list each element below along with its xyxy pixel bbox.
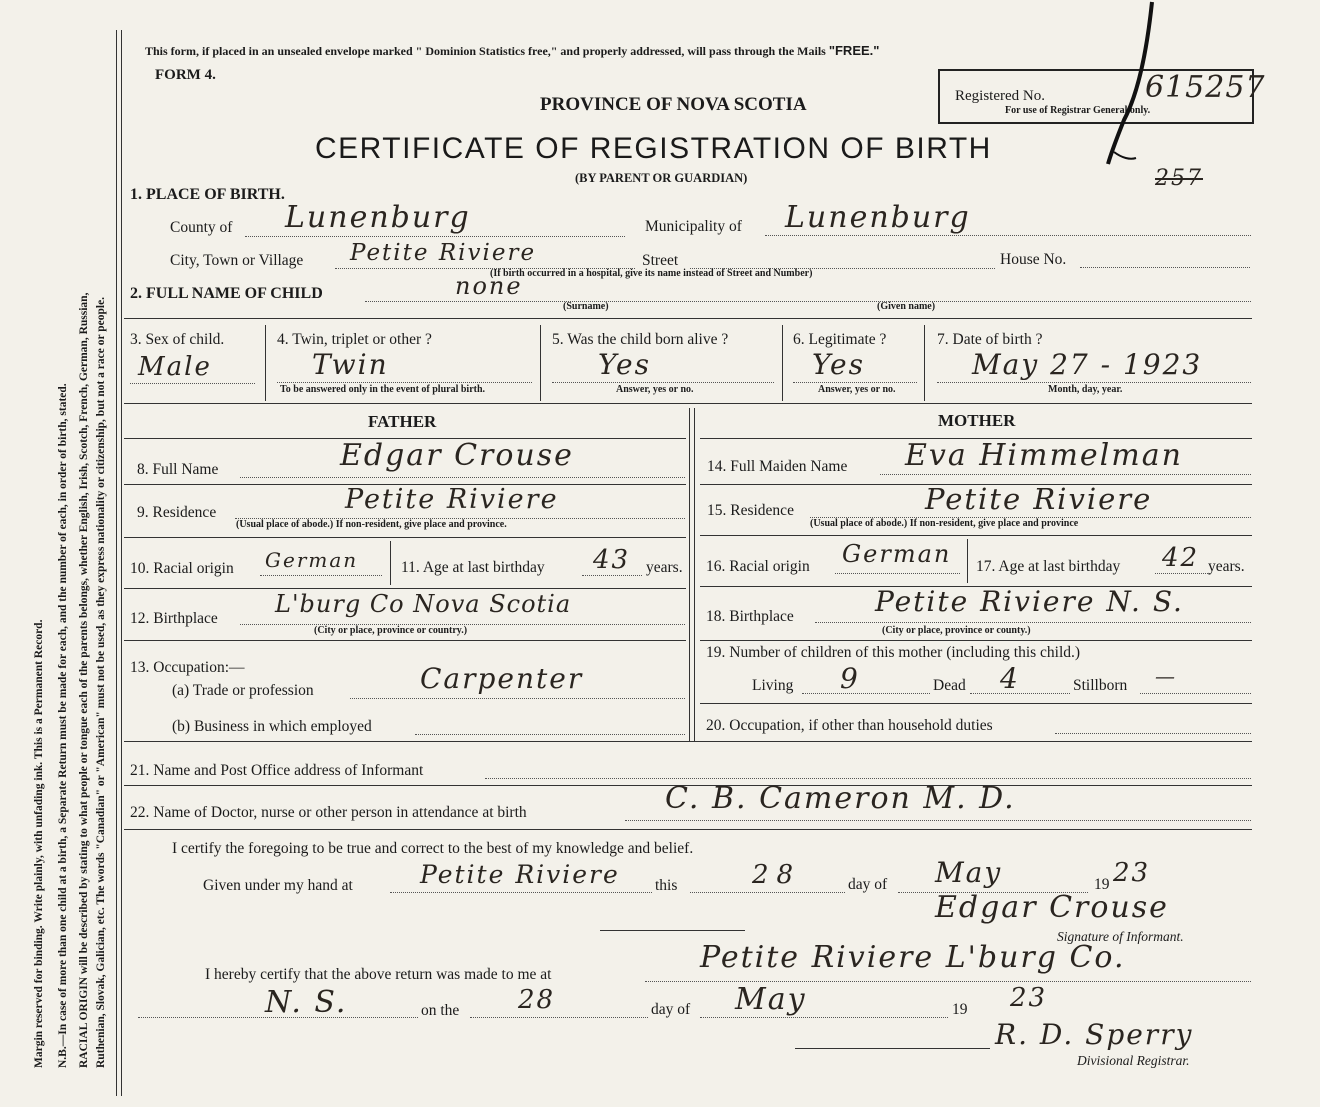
doctor-value: C. B. Cameron M. D. (665, 781, 1016, 816)
signature-line-informant (600, 930, 745, 931)
mother-racial-age-divider (967, 539, 968, 583)
father-trade-line (350, 698, 685, 699)
registrar-place-value: Petite Riviere L'burg Co. (700, 940, 1126, 975)
father-business-line (415, 734, 685, 735)
mother-heading: MOTHER (938, 411, 1016, 430)
given-day-value: 28 (752, 860, 802, 890)
binding-line-outer (116, 30, 117, 1096)
rule-above-informant (124, 741, 1252, 742)
father-name-value: Edgar Crouse (340, 438, 574, 473)
registered-no-value: 615257 (1145, 70, 1266, 105)
sex-label: 3. Sex of child. (130, 331, 225, 348)
county-line (245, 236, 625, 237)
father-racial-line (260, 575, 382, 576)
registrar-onthe-label: on the (421, 1002, 460, 1019)
twin-label: 4. Twin, triplet or other ? (277, 331, 432, 348)
divider-5-6 (782, 325, 783, 401)
mother-birthplace-note: (City or place, province or county.) (882, 625, 1031, 636)
registrar-text: I hereby certify that the above return was made to me at (205, 966, 552, 983)
registered-extra-number: 257 (1155, 166, 1203, 191)
mother-birthplace-line (815, 622, 1251, 623)
mother-occupation-label: 20. Occupation, if other than household duties (706, 717, 993, 734)
binding-line-inner (121, 30, 122, 1096)
mother-stillborn-label: Stillborn (1073, 677, 1128, 694)
mother-living-label: Living (752, 677, 794, 694)
legitimate-value: Yes (812, 348, 865, 381)
born-alive-label: 5. Was the child born alive ? (552, 331, 729, 348)
parents-divider-left (689, 408, 690, 741)
mother-residence-note: (Usual place of abode.) If non-resident, give place and province (810, 518, 1079, 529)
registrar-year-value: 23 (1010, 983, 1048, 1013)
mother-living-value: 9 (840, 662, 860, 695)
father-rule-3 (124, 537, 686, 538)
doctor-label: 22. Name of Doctor, nurse or other person in attendance at birth (130, 804, 527, 821)
father-residence-note: (Usual place of abode.) If non-resident, give place and province. (236, 519, 507, 530)
registered-no-note: For use of Registrar General only. (1005, 105, 1151, 116)
mother-age-line (1155, 573, 1210, 574)
father-residence-label: 9. Residence (137, 504, 217, 521)
given-place-line (390, 892, 652, 893)
county-label: County of (170, 219, 233, 236)
father-birthplace-note: (City or place, province or country.) (314, 625, 468, 636)
registrar-month-line (700, 1017, 948, 1018)
registrar-year-prefix: 19 (952, 1001, 968, 1018)
rule-above-certify (124, 829, 1252, 830)
given-name-note: (Given name) (877, 301, 936, 312)
municipality-value: Lunenburg (785, 200, 971, 235)
given-label: Given under my hand at (203, 877, 353, 894)
child-name-line (365, 301, 1251, 302)
dob-note: Month, day, year. (1048, 384, 1123, 395)
given-place-value: Petite Riviere (420, 860, 620, 889)
surname-note: (Surname) (563, 301, 609, 312)
margin-note-binding: Margin reserved for binding. Write plainly, with unfading ink. This is a Permanent Record. (33, 619, 45, 1068)
certify-text: I certify the foregoing to be true and correct to the best of my knowledge and belief. (172, 840, 694, 857)
mother-name-label: 14. Full Maiden Name (707, 458, 848, 475)
signature-line-registrar (795, 1048, 990, 1049)
mother-living-line (802, 693, 930, 694)
city-label: City, Town or Village (170, 252, 304, 269)
mother-stillborn-line (1140, 693, 1251, 694)
father-occupation-label: 13. Occupation:— (130, 659, 245, 676)
twin-value: Twin (312, 348, 389, 381)
twin-line (277, 382, 532, 383)
mother-dead-label: Dead (933, 677, 966, 694)
mother-name-value: Eva Himmelman (905, 438, 1183, 473)
divider-3-4 (265, 325, 266, 401)
province-heading: PROVINCE OF NOVA SCOTIA (540, 94, 807, 115)
mother-occupation-line (1055, 733, 1251, 734)
dob-line (937, 382, 1251, 383)
mother-racial-label: 16. Racial origin (706, 558, 810, 575)
mother-rule-5 (700, 640, 1252, 641)
twin-note: To be answered only in the event of plural birth. (280, 384, 486, 395)
given-year-value: 23 (1113, 858, 1151, 888)
mother-name-line (880, 474, 1251, 475)
parents-divider-right (694, 408, 695, 741)
mail-note: This form, if placed in an unsealed envelope marked " Dominion Statistics free," and properly addressed, will pass through the Mails "FREE." (145, 43, 880, 58)
mother-dead-value: 4 (1000, 662, 1020, 695)
legitimate-label: 6. Legitimate ? (793, 331, 887, 348)
father-rule-5 (124, 640, 686, 641)
divider-4-5 (540, 325, 541, 401)
registrar-place-value-2: N. S. (265, 985, 348, 1020)
margin-note-multiple-births: N.B.—In case of more than one child at a birth, a Separate Return must be made for each, and the number of each, in order of birth, stated. (57, 383, 69, 1068)
county-value: Lunenburg (285, 200, 471, 235)
doctor-line (625, 820, 1251, 821)
house-no-line (1080, 267, 1250, 268)
this-label: this (655, 877, 678, 894)
father-age-unit: years. (646, 559, 683, 576)
father-name-label: 8. Full Name (137, 461, 219, 478)
given-year-prefix: 19 (1094, 876, 1110, 893)
rule-above-row3 (124, 318, 1252, 319)
house-no-label: House No. (1000, 251, 1067, 268)
mother-stillborn-value: — (1155, 664, 1177, 688)
registrar-signature: R. D. Sperry (995, 1018, 1194, 1051)
sex-value: Male (138, 352, 212, 382)
father-birthplace-label: 12. Birthplace (130, 610, 218, 627)
certificate-subtitle: (BY PARENT OR GUARDIAN) (575, 171, 748, 185)
dob-label: 7. Date of birth ? (937, 331, 1043, 348)
father-trade-value: Carpenter (420, 662, 584, 695)
mother-residence-label: 15. Residence (707, 502, 794, 519)
mother-age-value: 42 (1162, 543, 1200, 573)
father-racial-value: German (265, 548, 359, 572)
mother-age-label: 17. Age at last birthday (976, 558, 1121, 575)
father-birthplace-value: L'burg Co Nova Scotia (275, 590, 572, 618)
informant-line (485, 778, 1251, 779)
dob-value: May 27 - 1923 (972, 348, 1203, 381)
certificate-title: CERTIFICATE OF REGISTRATION OF BIRTH (315, 132, 992, 165)
father-age-label: 11. Age at last birthday (401, 559, 545, 576)
given-dayof-label: day of (848, 876, 888, 893)
registered-no-label: Registered No. (955, 88, 1045, 104)
father-age-value: 43 (593, 545, 631, 575)
place-of-birth-label: 1. PLACE OF BIRTH. (130, 186, 285, 203)
mother-birthplace-label: 18. Birthplace (706, 608, 794, 625)
informant-signature-label: Signature of Informant. (1057, 929, 1184, 944)
legitimate-note: Answer, yes or no. (818, 384, 896, 395)
municipality-line (765, 235, 1251, 236)
mother-residence-value: Petite Riviere (925, 482, 1153, 516)
registrar-signature-label: Divisional Registrar. (1077, 1053, 1190, 1068)
margin-note-racial-origin-2: Ruthenian, Slovak, Galician, etc. The words "Canadian" or "American" must not be used, as they express nationality or citizenship, but not a race or people. (95, 296, 107, 1068)
informant-signature: Edgar Crouse (935, 890, 1169, 925)
rule-above-parents (124, 403, 1252, 404)
street-label: Street (642, 252, 679, 269)
form-number: FORM 4. (155, 67, 216, 83)
registrar-pen-stroke (1100, 0, 1160, 170)
given-month-value: May (935, 856, 1003, 889)
registrar-day-line (470, 1017, 648, 1018)
mother-age-unit: years. (1208, 558, 1245, 575)
mother-racial-line (835, 573, 960, 574)
margin-note-racial-origin: RACIAL ORIGIN will be described by stating to what people or tongue each of the parents belongs, whether English, Irish, Scotch, French, German, Russian, (78, 292, 90, 1068)
city-value: Petite Riviere (350, 240, 537, 266)
legitimate-line (793, 382, 917, 383)
born-alive-value: Yes (598, 348, 651, 381)
born-alive-note: Answer, yes or no. (616, 384, 694, 395)
municipality-label: Municipality of (645, 218, 742, 235)
given-day-line (690, 892, 845, 893)
mother-rule-6 (700, 703, 1252, 704)
child-name-value: none (455, 272, 523, 300)
hospital-note: (If birth occurred in a hospital, give its name instead of Street and Number) (490, 268, 813, 279)
sex-line (130, 383, 255, 384)
child-name-label: 2. FULL NAME OF CHILD (130, 285, 323, 302)
registrar-month-value: May (735, 982, 807, 1017)
mother-children-label: 19. Number of children of this mother (including this child.) (706, 644, 1081, 661)
father-heading: FATHER (368, 412, 437, 431)
father-name-line (240, 477, 685, 478)
informant-label: 21. Name and Post Office address of Informant (130, 762, 424, 779)
mother-birthplace-value: Petite Riviere N. S. (875, 585, 1184, 618)
born-alive-line (552, 382, 774, 383)
father-residence-value: Petite Riviere (345, 484, 559, 515)
mother-racial-value: German (842, 540, 952, 568)
father-racial-label: 10. Racial origin (130, 560, 234, 577)
father-business-label: (b) Business in which employed (172, 718, 372, 735)
father-racial-age-divider (390, 541, 391, 585)
father-age-line (582, 575, 642, 576)
mother-dead-line (970, 693, 1070, 694)
mother-rule-3 (700, 535, 1252, 536)
registrar-dayof-label: day of (651, 1001, 691, 1018)
father-trade-label: (a) Trade or profession (172, 682, 314, 699)
registrar-day-value: 28 (518, 985, 556, 1015)
divider-6-7 (924, 325, 925, 401)
father-rule-4 (124, 588, 686, 589)
